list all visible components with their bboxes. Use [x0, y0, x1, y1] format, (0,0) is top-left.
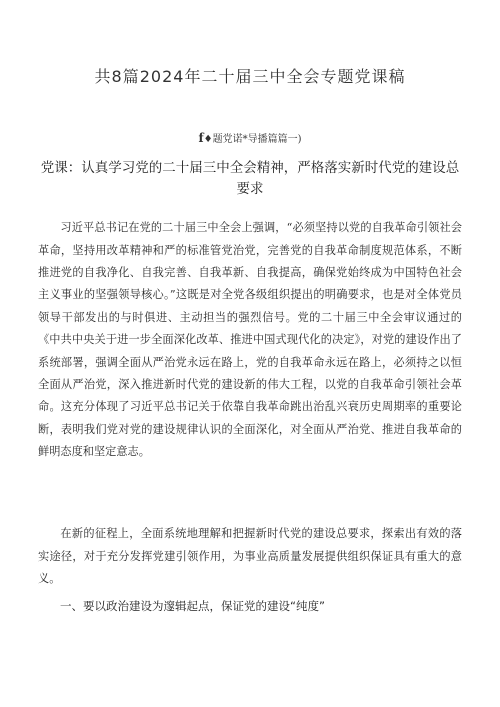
subtitle-text: ♦题党诺*导播篇篇一) [203, 134, 302, 145]
section-heading: 党课：认真学习党的二十届三中全会精神，严格落实新时代党的建设总要求 [40, 160, 460, 197]
body-paragraph: 在新的征程上，全面系统地理解和把握新时代党的建设总要求，探索出有效的落实途径，对于充分发挥党建引领作用，为事业高质量发展提供组织保证具有重大的意义。 [38, 527, 462, 585]
document-subtitle [0, 130, 500, 145]
document-title: 共8篇2024年二十届三中全会专题党课稿 [94, 67, 406, 86]
subtitle-mark: f [198, 131, 204, 145]
subsection-heading: 一、要以政治建设为邃辑起点，保证党的建设“纯度” [60, 599, 325, 613]
body-paragraph: 习近平总书记在党的二十届三中全会上强调，“必须坚持以党的自我革命引领社会革命，坚持用改革精神和严的标准管党治党，完善党的自我革命制度规范体系，不断推进党的自我净化、自我完善、自我革新、自我提高，确保党始终成为中国特色社会主义事业的坚强领导核心。”这既是对全党各级组织提出的明确要求，也是对全体党员领导干部发出的与时俱进、主动担当的强烈信号。党的二十届三中全会审议通过的《中共中央关于进一步全面深化改革、推进中国式现代化的决定》，对党的建设作出了系统部署，强调全面从严治党永远在路上，党的自我革命永远在路上，必须持之以恒全面从严治党，深入推进新时代党的建设新的伟大工程，以党的自我革命引领社会革命。这充分体现了习近平总书记关于依靠自我革命跳出治乱兴衰历史周期率的重要论断，表明我们党对党的建设规律认识的全面深化，对全面从严治党、推进自我革命的鲜明态度和坚定意志。 [38, 221, 462, 459]
